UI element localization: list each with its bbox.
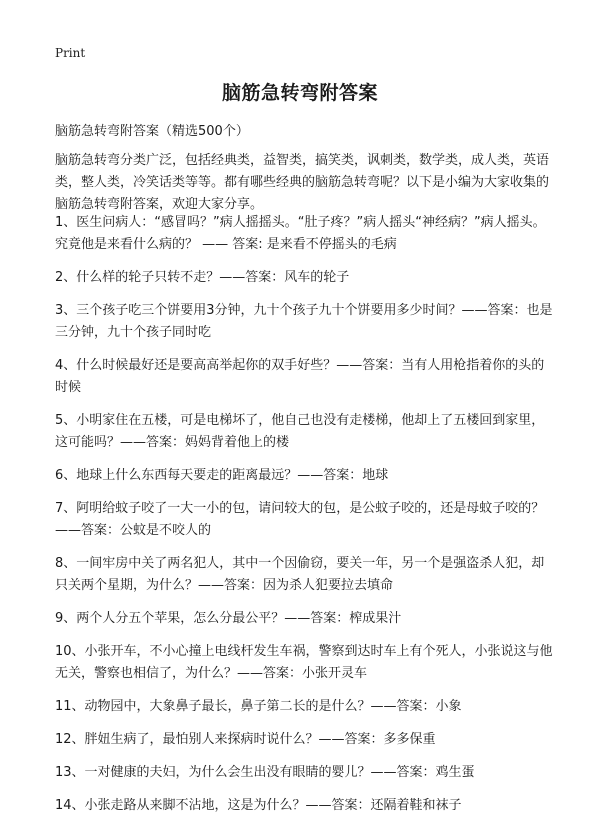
riddle-item-2: 2、什么样的轮子只转不走？——答案：风车的轮子 — [55, 270, 350, 285]
riddle-item-14: 14、小张走路从来脚不沾地，这是为什么？——答案：还隔着鞋和袜子 — [55, 798, 462, 813]
riddle-list — [55, 212, 555, 828]
riddle-item-1: 1、医生问病人：“感冒吗？”病人摇摇头。“肚子疼？”病人摇头“神经病？”病人摇头。究竟他是来看什么病的？ —— 答案: 是来看不停摇头的毛病 — [55, 215, 546, 252]
document-subtitle: 脑筋急转弯附答案（精选500个） — [55, 124, 249, 139]
riddle-item-8: 8、一间牢房中关了两名犯人，其中一个因偷窃，要关一年，另一个是强盗杀人犯，却只关两个星期，为什么？——答案：因为杀人犯要拉去填命 — [55, 556, 545, 593]
document-title: 脑筋急转弯附答案 — [221, 82, 378, 104]
riddle-item-3: 3、三个孩子吃三个饼要用3分钟，九十个孩子九十个饼要用多少时间？——答案：也是三分钟，九十个孩子同时吃 — [55, 303, 553, 340]
print-link[interactable]: Print — [55, 46, 86, 60]
riddle-item-9: 9、两个人分五个苹果，怎么分最公平？——答案：榨成果汁 — [55, 611, 402, 626]
riddle-item-4: 4、什么时候最好还是要高高举起你的双手好些？——答案：当有人用枪指着你的头的时候 — [55, 358, 545, 395]
riddle-item-6: 6、地球上什么东西每天要走的距离最远？——答案：地球 — [55, 468, 389, 483]
riddle-item-7: 7、阿明给蚊子咬了一大一小的包，请问较大的包，是公蚊子咬的，还是母蚊子咬的？——答案：公蚊是不咬人的 — [55, 501, 545, 538]
intro-paragraph: 脑筋急转弯分类广泛，包括经典类，益智类，搞笑类，讽刺类，数学类，成人类，英语类，整人类，冷笑话类等等。都有哪些经典的脑筋急转弯呢？以下是小编为大家收集的脑筋急转弯附答案，欢迎大家分享。 — [55, 153, 550, 212]
riddle-item-12: 12、胖妞生病了，最怕别人来探病时说什么？——答案：多多保重 — [55, 732, 436, 747]
riddle-item-5: 5、小明家住在五楼，可是电梯坏了，他自己也没有走楼梯，他却上了五楼回到家里，这可能吗？——答案：妈妈背着他上的楼 — [55, 413, 545, 450]
riddle-item-11: 11、动物园中，大象鼻子最长，鼻子第二长的是什么？——答案：小象 — [55, 699, 462, 714]
riddle-item-10: 10、小张开车，不小心撞上电线杆发生车祸，警察到达时车上有个死人，小张说这与他无关，警察也相信了，为什么？——答案：小张开灵车 — [55, 644, 553, 681]
riddle-item-13: 13、一对健康的夫妇，为什么会生出没有眼睛的婴儿？——答案：鸡生蛋 — [55, 765, 475, 780]
